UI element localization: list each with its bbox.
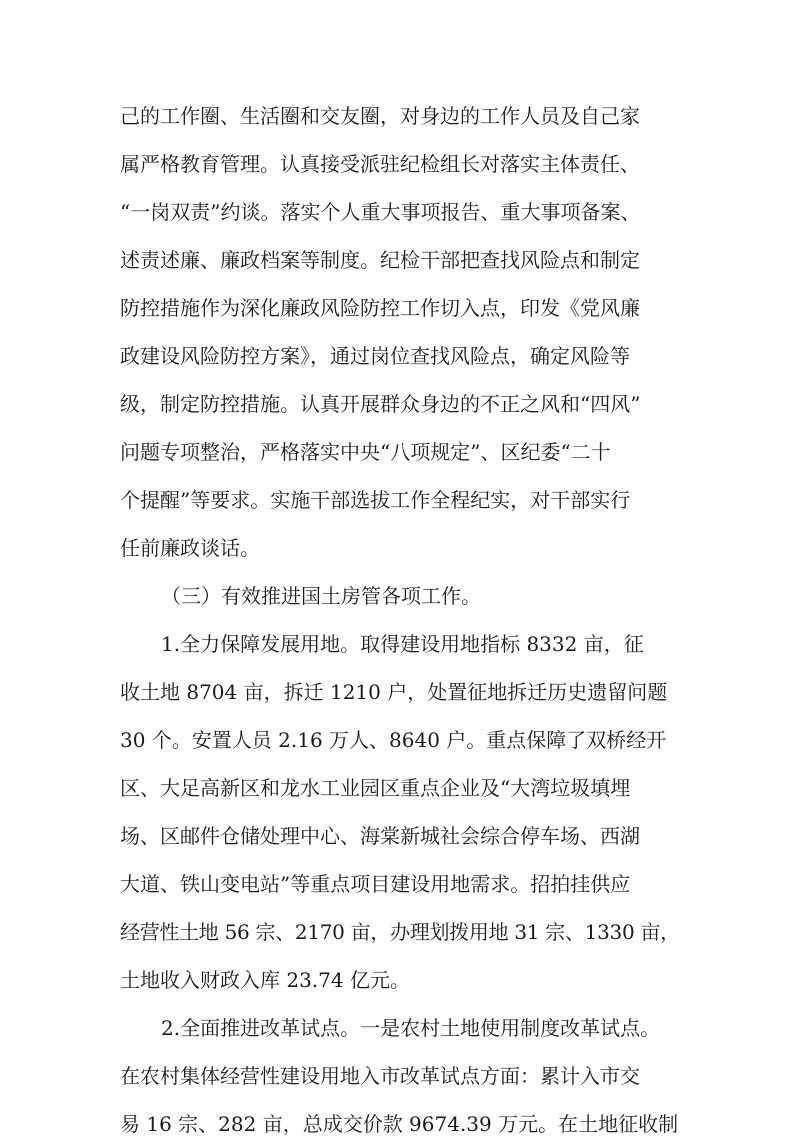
- section-heading: （三）有效推进国土房管各项工作。: [161, 584, 481, 608]
- text-line: 区、大足高新区和龙水工业园区重点企业及“大湾垃圾填埋: [120, 776, 631, 800]
- text-line: 防控措施作为深化廉政风险防控工作切入点，印发《党风廉: [120, 296, 640, 320]
- text-line: 问题专项整治，严格落实中央“八项规定”、区纪委“二十: [120, 440, 611, 464]
- text-line: 1.全力保障发展用地。取得建设用地指标 8332 亩，征: [161, 632, 644, 656]
- text-line: 属严格教育管理。认真接受派驻纪检组长对落实主体责任、: [120, 152, 640, 176]
- text-line: 易 16 宗、282 亩，总成交价款 9674.39 万元。在土地征收制: [120, 1112, 679, 1136]
- text-line: 经营性土地 56 宗、2170 亩，办理划拨用地 31 宗、1330 亩，: [120, 920, 680, 944]
- text-line: 任前廉政谈话。: [120, 536, 260, 560]
- text-line: 收土地 8704 亩，拆迁 1210 户，处置征地拆迁历史遗留问题: [120, 680, 668, 704]
- text-line: 级，制定防控措施。认真开展群众身边的不正之风和“四风”: [120, 392, 641, 416]
- text-line: “一岗双责”约谈。落实个人重大事项报告、重大事项备案、: [120, 200, 641, 224]
- text-line: 大道、铁山变电站”等重点项目建设用地需求。招拍挂供应: [120, 872, 631, 896]
- text-line: 述责述廉、廉政档案等制度。纪检干部把查找风险点和制定: [120, 248, 640, 272]
- text-line: 个提醒”等要求。实施干部选拔工作全程纪实，对干部实行: [120, 488, 631, 512]
- text-line: 场、区邮件仓储处理中心、海棠新城社会综合停车场、西湖: [120, 824, 640, 848]
- text-line: 政建设风险防控方案》，通过岗位查找风险点，确定风险等: [120, 344, 630, 368]
- text-line: 己的工作圈、生活圈和交友圈，对身边的工作人员及自己家: [120, 104, 640, 128]
- text-line: 2.全面推进改革试点。一是农村土地使用制度改革试点。: [161, 1016, 661, 1040]
- text-line: 土地收入财政入库 23.74 亿元。: [120, 968, 410, 992]
- text-line: 在农村集体经营性建设用地入市改革试点方面：累计入市交: [120, 1064, 640, 1088]
- text-line: 30 个。安置人员 2.16 万人、8640 户。重点保障了双桥经开: [120, 728, 667, 752]
